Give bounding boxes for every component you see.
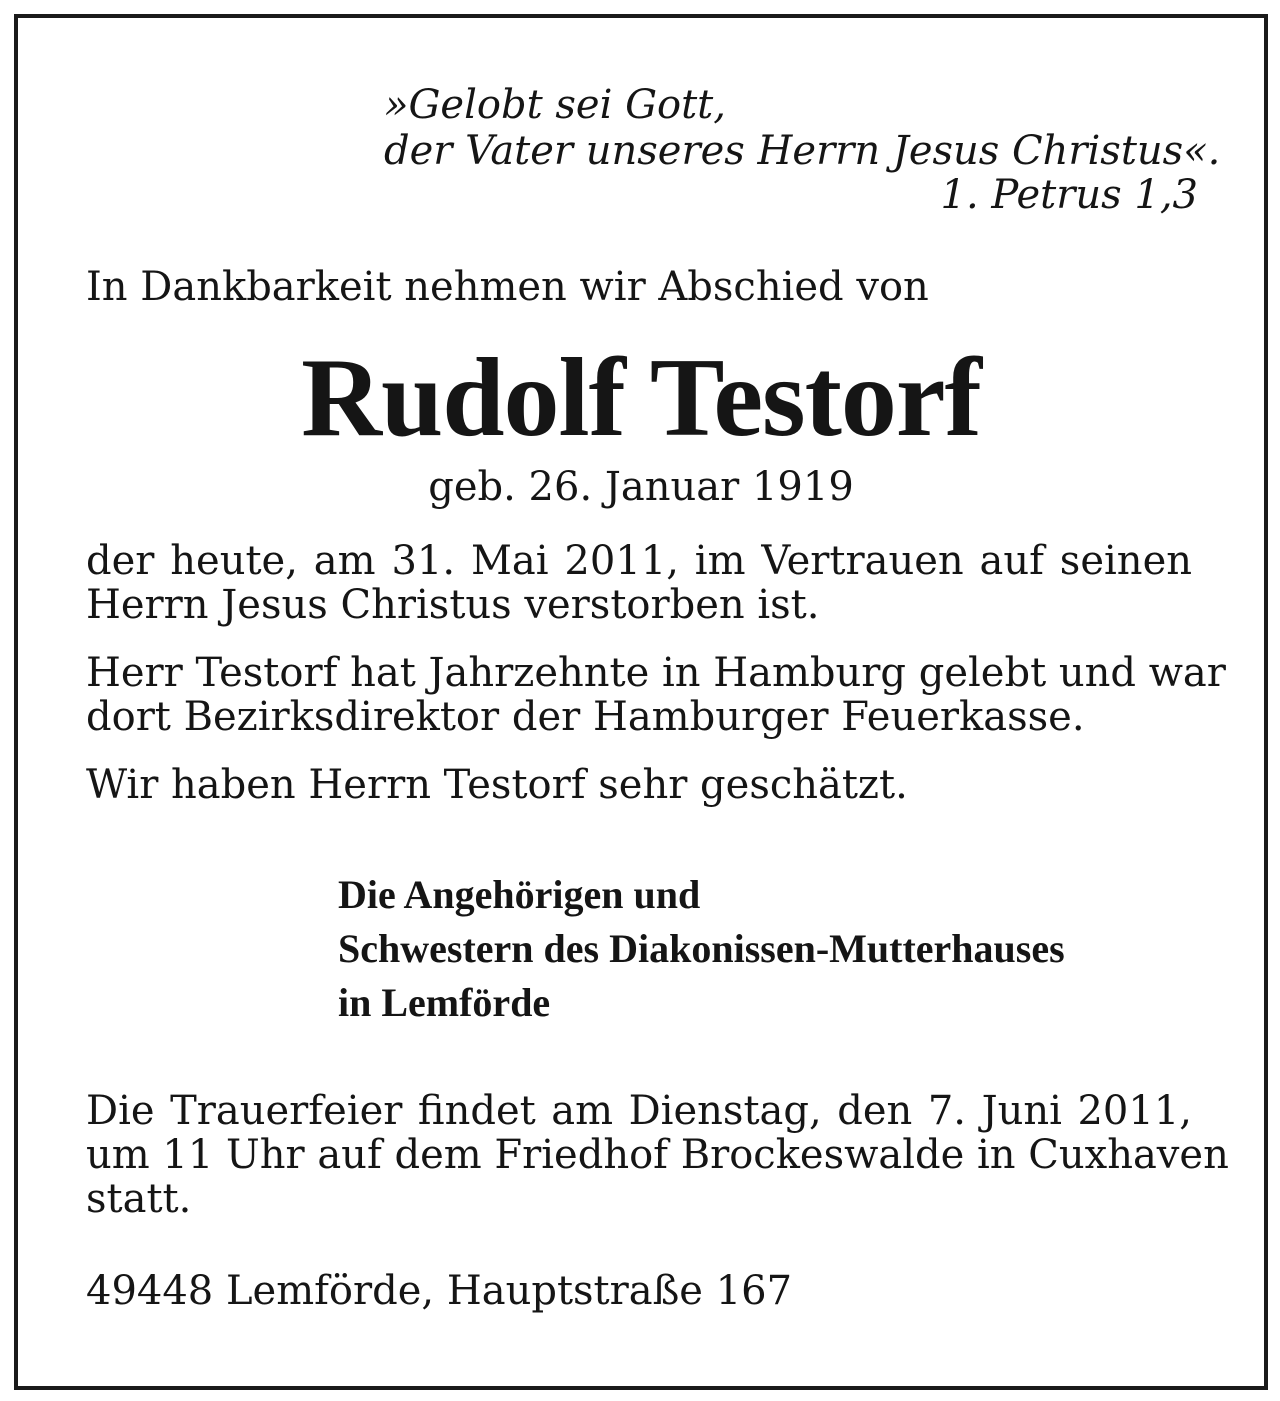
funeral-line-2: um 11 Uhr auf dem Friedhof Brockeswalde in Cuxhaven xyxy=(86,1132,1229,1178)
verse-line-1: »Gelobt sei Gott, xyxy=(384,82,726,128)
signature-line-3: in Lemförde xyxy=(338,980,551,1025)
body-paragraph-1-line-2: Herrn Jesus Christus verstorben ist. xyxy=(86,582,820,628)
verse-line-2: der Vater unseres Herrn Jesus Christus«. xyxy=(384,128,1221,174)
funeral-line-3: statt. xyxy=(86,1176,192,1222)
body-paragraph-2-line-2: dort Bezirksdirektor der Hamburger Feuerkasse. xyxy=(86,694,1085,740)
verse-reference: 1. Petrus 1,3 xyxy=(940,172,1198,218)
obituary-frame xyxy=(14,14,1268,1390)
signature-line-2: Schwestern des Diakonissen-Mutterhauses xyxy=(338,926,1065,971)
birth-date: geb. 26. Januar 1919 xyxy=(428,464,854,510)
body-paragraph-2-line-1: Herr Testorf hat Jahrzehnte in Hamburg gelebt und war xyxy=(86,650,1226,696)
funeral-line-1: Die Trauerfeier findet am Dienstag, den 7. Juni 2011, xyxy=(86,1088,1192,1134)
intro-text: In Dankbarkeit nehmen wir Abschied von xyxy=(86,264,929,310)
signature-line-1: Die Angehörigen und xyxy=(338,872,701,917)
address: 49448 Lemförde, Hauptstraße 167 xyxy=(86,1268,793,1314)
body-paragraph-3: Wir haben Herrn Testorf sehr geschätzt. xyxy=(86,762,908,808)
body-paragraph-1-line-1: der heute, am 31. Mai 2011, im Vertrauen auf seinen xyxy=(86,538,1192,584)
deceased-name: Rudolf Testorf xyxy=(301,336,981,460)
